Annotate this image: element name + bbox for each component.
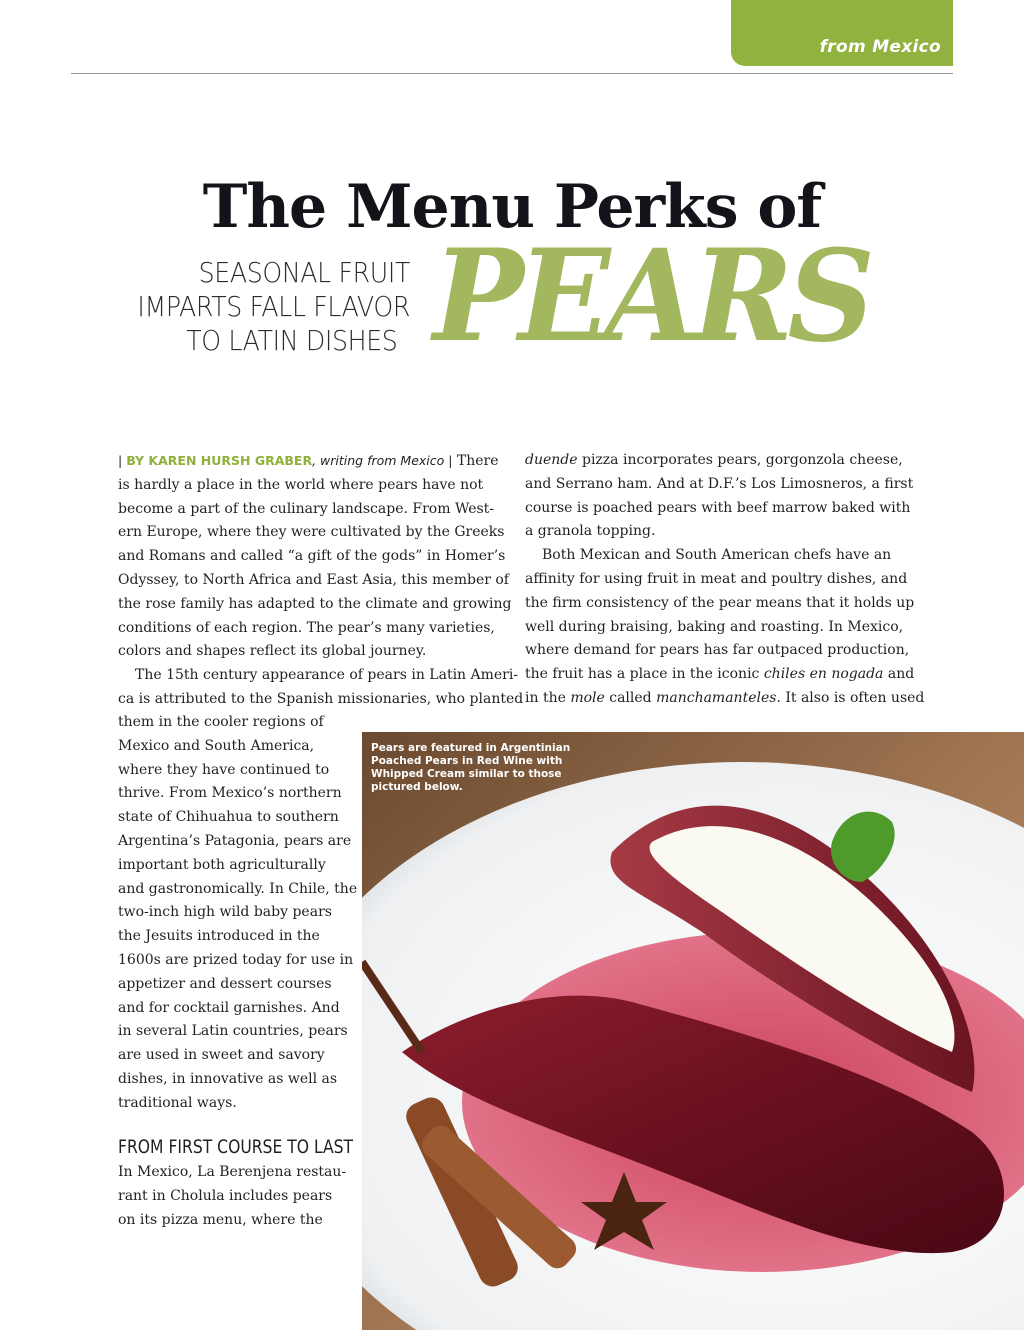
- body-line: the firm consistency of the pear means that it holds up: [525, 594, 915, 611]
- article-column-1: [118, 449, 524, 712]
- body-line: affinity for using fruit in meat and poultry dishes, and: [525, 570, 908, 587]
- body-line: the Jesuits introduced in the: [118, 928, 320, 945]
- body-line: and Serrano ham. And at D.F.’s Los Limosneros, a first: [525, 475, 914, 492]
- body-line: Argentina’s Patagonia, pears are: [118, 832, 352, 849]
- body-line: become a part of the culinary landscape. From West-: [118, 500, 495, 517]
- body-line: are used in sweet and savory: [118, 1047, 325, 1064]
- body-line: where demand for pears has far outpaced production,: [525, 642, 910, 659]
- body-line: important both agriculturally: [118, 856, 326, 873]
- subtitle-line-3: TO LATIN DISHES: [186, 324, 398, 357]
- body-line: state of Chihuahua to southern: [118, 809, 339, 826]
- article-column-1-narrow: [118, 711, 358, 1116]
- body-line: and Romans and called “a gift of the gods” in Homer’s: [118, 548, 506, 565]
- body-line: the fruit has a place in the iconic chiles en nogada and: [525, 666, 915, 683]
- body-line: conditions of each region. The pear’s many varieties,: [118, 619, 495, 636]
- body-line: is hardly a place in the world where pears have not: [118, 476, 484, 493]
- body-text: There: [456, 453, 499, 469]
- body-line: ern Europe, where they were cultivated by the Greeks: [118, 524, 505, 541]
- photo-caption: Pears are featured in Argentinian Poached Pears in Red Wine with Whipped Cream similar to those pictured below.: [371, 742, 571, 793]
- body-line: ca is attributed to the Spanish missionaries, who planted: [118, 690, 524, 707]
- body-line: in several Latin countries, pears: [118, 1023, 348, 1040]
- section-heading: FROM FIRST COURSE TO LAST: [118, 1136, 354, 1158]
- body-line: Odyssey, to North Africa and East Asia, this member of: [118, 571, 509, 588]
- body-line: colors and shapes reflect its global journey.: [118, 643, 427, 660]
- body-line: two-inch high wild baby pears: [118, 904, 332, 921]
- photo-illustration: [362, 732, 1024, 1330]
- body-line: traditional ways.: [118, 1094, 237, 1111]
- header-rule: [71, 73, 953, 74]
- body-line: Both Mexican and South American chefs have an: [542, 547, 892, 564]
- body-line: well during braising, baking and roasting. In Mexico,: [525, 618, 904, 635]
- body-line: Mexico and South America,: [118, 737, 315, 754]
- subtitle-line-2: IMPARTS FALL FLAVOR: [137, 290, 411, 323]
- body-line: course is poached pears with beef marrow baked with: [525, 499, 911, 516]
- body-line: and gastronomically. In Chile, the: [118, 880, 358, 897]
- section-tab-label: from Mexico: [819, 37, 941, 57]
- body-line: rant in Cholula includes pears: [118, 1187, 333, 1204]
- author-role: writing from Mexico: [320, 453, 445, 468]
- body-line: In Mexico, La Berenjena restau-: [118, 1164, 347, 1180]
- body-line: where they have continued to: [118, 761, 330, 778]
- body-line: them in the cooler regions of: [118, 714, 324, 730]
- body-line: the rose family has adapted to the climate and growing: [118, 595, 512, 612]
- body-line: The 15th century appearance of pears in Latin Ameri-: [135, 667, 519, 684]
- body-line: in the mole called manchamanteles. It also is often used: [525, 689, 925, 706]
- poached-pears-photo: [362, 732, 1024, 1330]
- body-line: appetizer and dessert courses: [118, 975, 332, 992]
- body-line: and for cocktail garnishes. And: [118, 999, 340, 1016]
- body-line: a granola topping.: [525, 523, 656, 540]
- byline-line: | BY KAREN HURSH GRABER, writing from Mexico | There: [118, 453, 499, 469]
- title-word: PEARS: [433, 222, 870, 370]
- body-line: 1600s are prized today for use in: [118, 951, 354, 968]
- body-line: on its pizza menu, where the: [118, 1211, 323, 1228]
- subtitle-line-1: SEASONAL FRUIT: [198, 256, 410, 289]
- body-line: dishes, in innovative as well as: [118, 1070, 338, 1087]
- article-column-2: [525, 449, 925, 711]
- page-title: The Menu Perks of: [202, 172, 822, 242]
- subtitle: [131, 256, 410, 358]
- body-line: duende pizza incorporates pears, gorgonzola cheese,: [525, 452, 903, 468]
- section-body: [118, 1161, 347, 1232]
- author-name: BY KAREN HURSH GRABER: [126, 453, 313, 468]
- body-line: thrive. From Mexico’s northern: [118, 785, 342, 802]
- section-tab: [731, 0, 953, 66]
